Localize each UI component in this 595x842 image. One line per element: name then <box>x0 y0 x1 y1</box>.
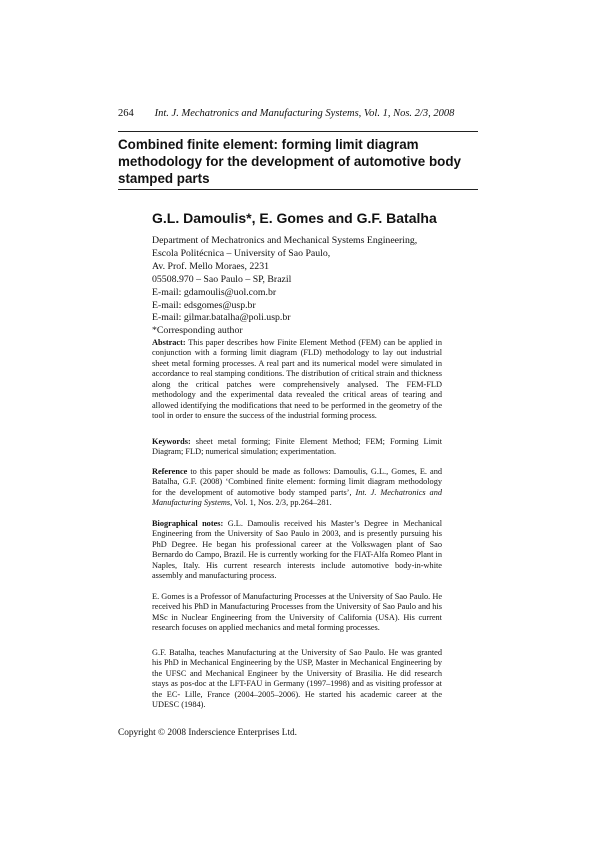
reference-label: Reference <box>152 467 188 476</box>
reference-paragraph <box>152 467 442 509</box>
keywords-paragraph <box>152 437 442 458</box>
paper-title: Combined finite element: forming limit diagram methodology for the development of automotive body stamped parts <box>118 137 461 186</box>
affiliation-street: Av. Prof. Mello Moraes, 2231 <box>152 260 270 272</box>
bio-damoulis <box>152 519 442 582</box>
email-damoulis: E-mail: gdamoulis@uol.com.br <box>152 286 277 298</box>
reference-text: to this paper should be made as follows: Damoulis, G.L., Gomes, E. and Batalha, G.F. (2008) ‘Combined finite element: forming limit diagram methodology for the development of automotive body stamped parts’, <box>152 467 442 497</box>
abstract-paragraph <box>152 338 442 422</box>
abstract-label: Abstract: <box>152 338 186 347</box>
reference-journal: Int. J. Mechatronics and Manufacturing Systems <box>152 487 442 508</box>
bio-label: Biographical notes: <box>152 519 224 528</box>
email-batalha: E-mail: gilmar.batalha@poli.usp.br <box>152 312 291 324</box>
title-rule-bottom <box>118 189 478 190</box>
keywords-text: sheet metal forming; Finite Element Method; FEM; Forming Limit Diagram; FLD; numerical simulation; experimentation. <box>152 437 442 457</box>
bio-batalha: G.F. Batalha, teaches Manufacturing at the University of Sao Paulo. He was granted his PhD in Mechanical Engineering by the USP, Master in Mechanical Engineering by the UFSC and Mechanical Engineer by the University of Brasilia. He did research stays as pos-doc at the LFT-FAU in Germany (1997–1998) and as visiting professor at the EC- Lille, France (2004–2005–2006). He started his academic career at the UDESC (1984). <box>152 648 442 710</box>
bio-gomes: E. Gomes is a Professor of Manufacturing Processes at the University of Sao Paulo. He received his PhD in Manufacturing Processes from the University of Sao Paulo and his MSc in Nuclear Engineering from the University of California (USA). His current research focuses on applied mechanics and metal forming processes. <box>152 592 442 633</box>
affiliation-city: 05508.970 – Sao Paulo – SP, Brazil <box>152 273 292 285</box>
affiliation-block <box>152 235 482 338</box>
copyright-notice: Copyright © 2008 Inderscience Enterprises Ltd. <box>118 728 298 738</box>
author-list: G.L. Damoulis*, E. Gomes and G.F. Batalha <box>152 210 437 226</box>
reference-volume: , Vol. 1, Nos. 2/3, pp.264–281. <box>230 498 332 508</box>
running-header <box>118 108 478 119</box>
corresponding-author-note: *Corresponding author <box>152 325 243 337</box>
journal-citation: Int. J. Mechatronics and Manufacturing Systems, Vol. 1, Nos. 2/3, 2008 <box>154 108 455 119</box>
affiliation-department: Department of Mechatronics and Mechanical Systems Engineering, <box>152 235 418 246</box>
keywords-label: Keywords: <box>152 437 191 446</box>
affiliation-school: Escola Politécnica – University of Sao Paulo, <box>152 247 331 259</box>
email-gomes: E-mail: edsgomes@usp.br <box>152 299 256 311</box>
title-rule-top <box>118 131 478 132</box>
abstract-text: This paper describes how Finite Element Method (FEM) can be applied in conjunction with a forming limit diagram (FLD) methodology to lay out industrial sheet metal forming processes. A real part and its numerical model were simulated in accordance to real stamping conditions. The distribution of critical strain and thickness along the critical patches were comprehensively analysed. The FEM-FLD methodology and the experimental data revealed the critical areas of tearing and allowed identifying the modifications that need to be performed in the geometry of the tool in order to ensure the success of the industrial forming process. <box>152 338 442 421</box>
bio-damoulis-text: G.L. Damoulis received his Master’s Degree in Mechanical Engineering from the University of Sao Paulo in 2003, and is presently pursuing his PhD Degree. He began his professional career at the Volkswagen plant of Sao Bernardo do Campo, Brazil. He is currently working for the FIAT-Alfa Romeo Plant in Naples, Italy. His current research interests include automotive body-in-white assembly and manufacturing process. <box>152 519 442 581</box>
page-number: 264 <box>118 108 134 119</box>
